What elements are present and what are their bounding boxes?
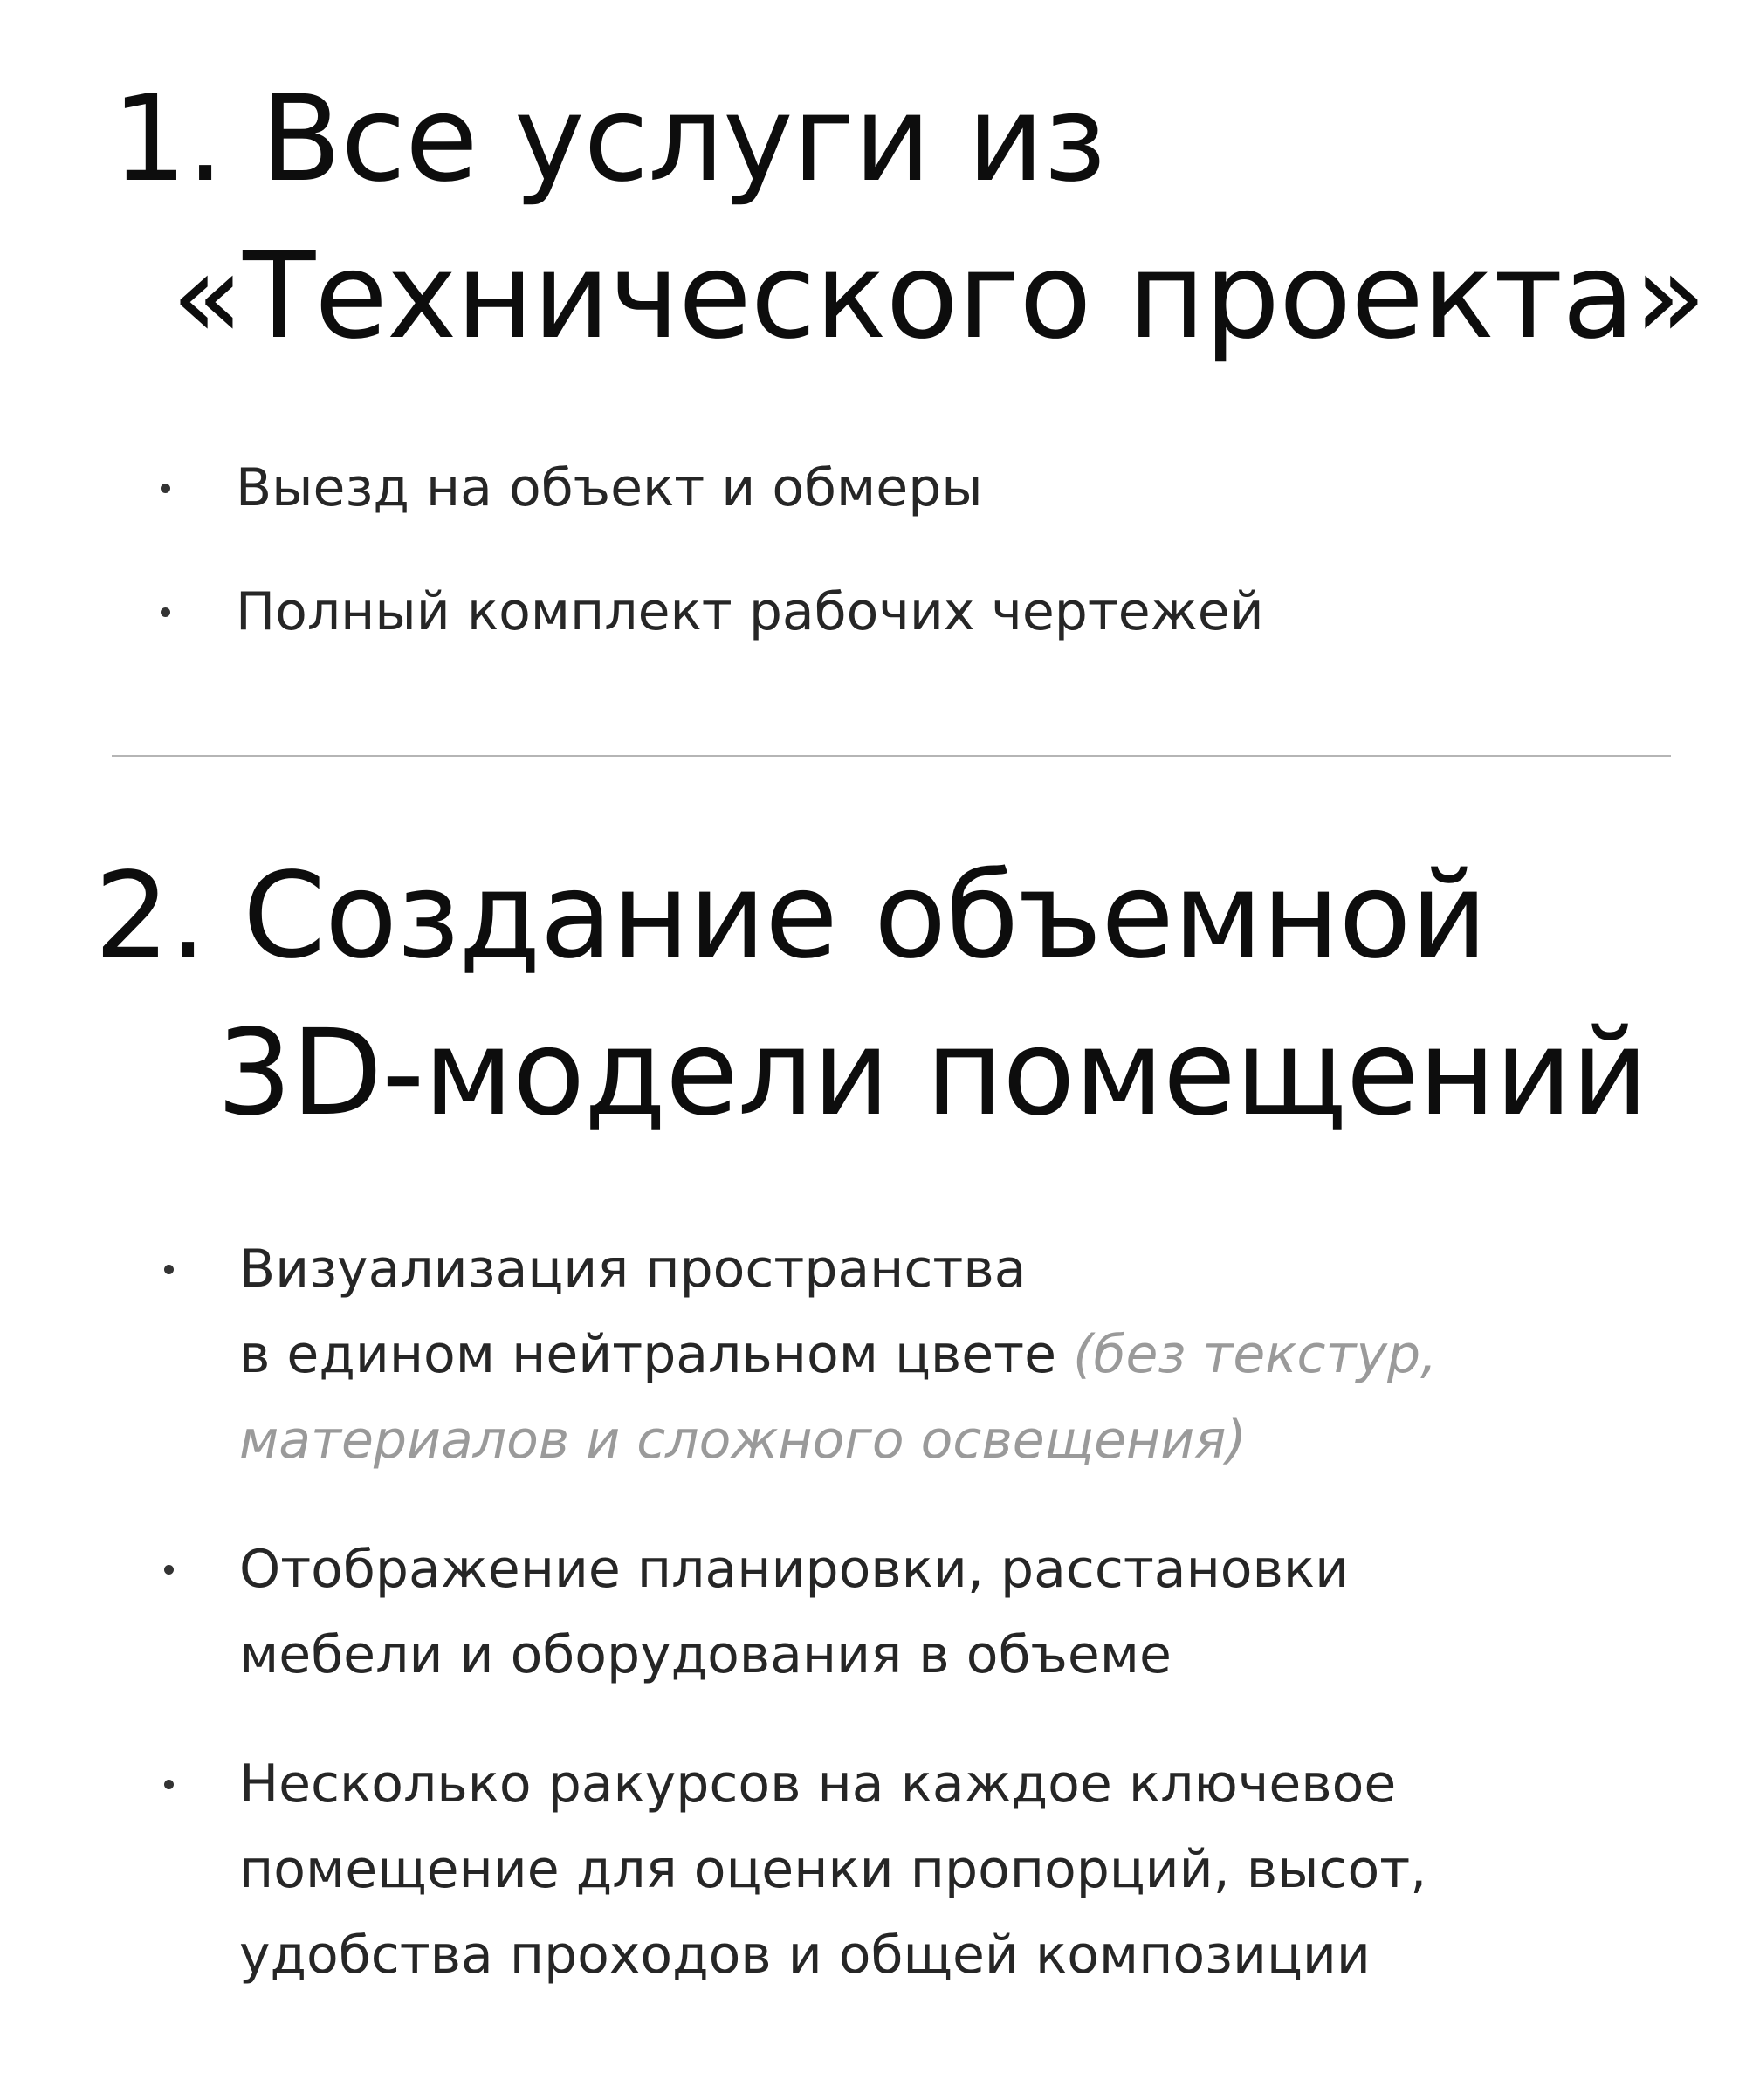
section-1-number: 1.: [112, 71, 223, 209]
section-2-title: [94, 838, 1647, 1152]
bullet-dot-icon: [164, 1780, 174, 1789]
list-item: [239, 1226, 1437, 1483]
list-item: [239, 1741, 1437, 1998]
list-item-line: Визуализация пространства: [239, 1239, 1027, 1300]
list-item-line: удобства проходов и общей композиции: [239, 1925, 1371, 1986]
list-item-text: Выезд на объект и обмеры: [236, 457, 983, 518]
list-item-note: материалов и сложного освещения): [239, 1410, 1247, 1471]
section-1-title-line2: «Технического проекта»: [171, 228, 1706, 366]
list-item-line: в едином нейтральном цвете: [239, 1324, 1057, 1385]
list-item-line: Отображение планировки, расстановки: [239, 1539, 1350, 1600]
bullet-dot-icon: [164, 1265, 174, 1274]
section-2-number: 2.: [94, 848, 206, 985]
bullet-dot-icon: [164, 1565, 174, 1575]
list-item-line: мебели и оборудования в объеме: [239, 1624, 1172, 1685]
section-1-title: [112, 61, 1706, 375]
list-item: [239, 1527, 1437, 1698]
bullet-dot-icon: [161, 484, 170, 493]
list-item-text: Полный комплект рабочих чертежей: [236, 581, 1264, 642]
section-divider: [112, 755, 1671, 757]
section-1-list: [236, 445, 1264, 655]
list-item-note: (без текстур,: [1073, 1324, 1438, 1385]
section-1-title-line1: Все услуги из: [260, 71, 1106, 209]
list-item-line: Несколько ракурсов на каждое ключевое: [239, 1753, 1397, 1815]
section-2-title-line1: Создание объемной: [243, 848, 1488, 985]
list-item: [236, 445, 1264, 531]
list-item: [236, 569, 1264, 655]
list-item-line-with-note: [239, 1312, 1437, 1397]
list-item-line: помещение для оценки пропорций, высот,: [239, 1839, 1427, 1900]
section-2-list: [239, 1226, 1437, 1998]
bullet-dot-icon: [161, 607, 170, 617]
section-2-title-line2: 3D-модели помещений: [217, 1005, 1648, 1143]
